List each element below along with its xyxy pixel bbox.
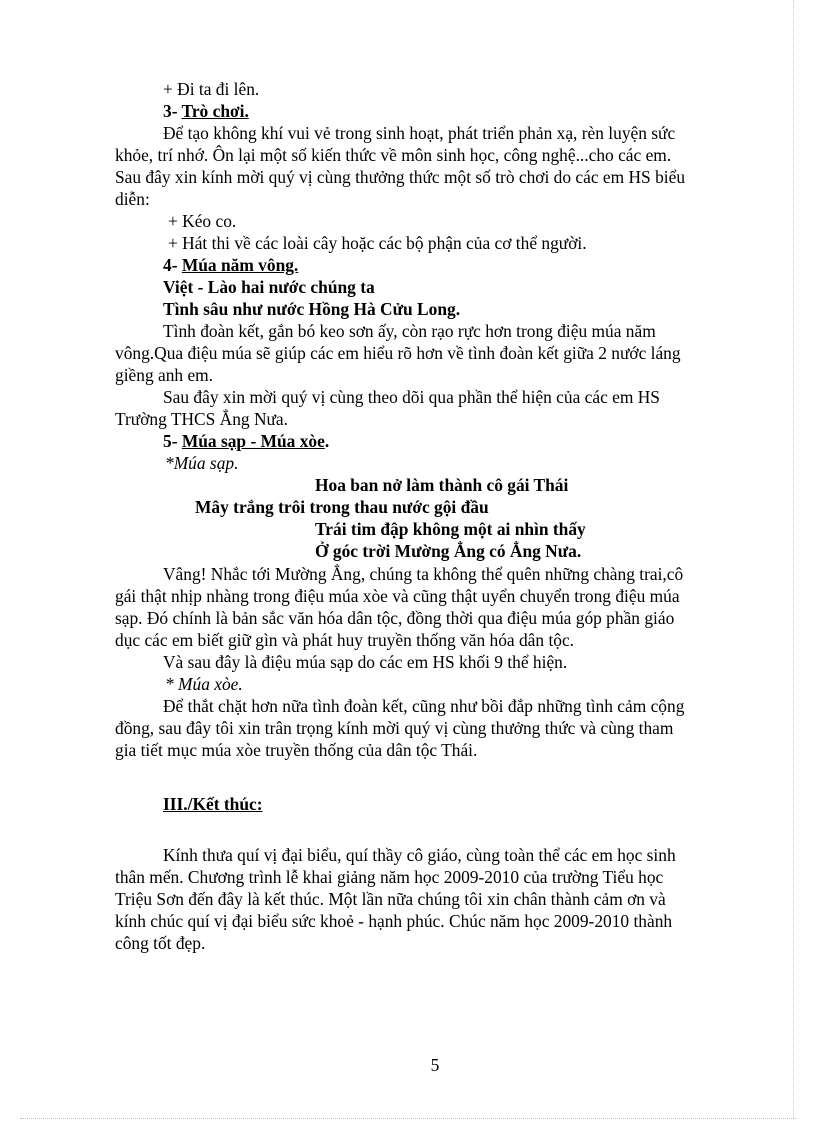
paragraph-line: Để thắt chặt hơn nữa tình đoàn kết, cũng như bồi đắp những tình cảm cộng [163,696,685,716]
paragraph-line: giềng anh em. [115,365,214,385]
paragraph-line: diễn: [115,189,150,209]
poem-line: Ở góc trời Mường Ẳng có Ẳng Nưa. [315,541,582,561]
section-5-number: 5- [163,431,182,451]
paragraph-line: Và sau đây là điệu múa sạp do các em HS khối 9 thể hiện. [163,652,568,672]
closing-paragraph-line: thân mến. Chương trình lễ khai giảng năm học 2009-2010 của trường Tiểu học [115,867,664,887]
item-di-ta-di-len: + Đi ta đi lên. [163,79,260,99]
paragraph-line: Sau đây xin mời quý vị cùng theo dõi qua phần thể hiện của các em HS [163,387,660,407]
paragraph-line: Vâng! Nhắc tới Mường Ẳng, chúng ta không thể quên những chàng trai,cô [163,564,684,584]
poem-line: Mây trắng trôi trong thau nước gội đầu [195,497,489,517]
section-5-title: Múa sạp - Múa xòe [181,431,325,451]
poem-line: Trái tim đập không một ai nhìn thấy [315,519,586,539]
section-5-heading [163,430,329,452]
paragraph-line: Tình đoàn kết, gắn bó keo sơn ấy, còn rạo rực hơn trong điệu múa năm [163,321,656,341]
sub-heading-mua-sap: *Múa sạp. [165,453,239,473]
closing-paragraph-line: Kính thưa quí vị đại biểu, quí thầy cô giáo, cùng toàn thể các em học sinh [163,845,676,865]
paragraph-line: dục các em biết giữ gìn và phát huy truyền thống văn hóa dân tộc. [115,630,575,650]
paragraph-line: sạp. Đó chính là bản sắc văn hóa dân tộc, đồng thời qua điệu múa góp phần giáo [115,608,675,628]
page-bottom-border [20,1118,796,1119]
section-4-heading [163,254,298,276]
closing-paragraph-line: công tốt đẹp. [115,933,206,953]
paragraph-line: Trường THCS Ẳng Nưa. [115,409,288,429]
section-5-period: . [324,431,330,451]
page-number: 5 [430,1055,440,1075]
section-4-title: Múa năm vông. [181,255,299,275]
verse-line: Việt - Lào hai nước chúng ta [163,277,375,297]
section-3-number: 3- [163,101,182,121]
closing-paragraph-line: kính chúc quí vị đại biểu sức khoẻ - hạnh phúc. Chúc năm học 2009-2010 thành [115,911,673,931]
section-3-heading [163,100,249,122]
list-item-hat-thi: + Hát thi về các loài cây hoặc các bộ phận của cơ thể người. [168,233,587,253]
paragraph-line: Sau đây xin kính mời quý vị cùng thưởng thức một số trò chơi do các em HS biểu [115,167,686,187]
section-3-title: Trò chơi. [181,101,249,121]
paragraph-line: vông.Qua điệu múa sẽ giúp các em hiểu rõ hơn về tình đoàn kết giữa 2 nước láng [115,343,681,363]
page-right-border [793,0,794,1118]
poem-line: Hoa ban nở làm thành cô gái Thái [315,475,569,495]
section-4-number: 4- [163,255,182,275]
verse-line: Tình sâu như nước Hồng Hà Cửu Long. [163,299,461,319]
paragraph-line: đồng, sau đây tôi xin trân trọng kính mời quý vị cùng thưởng thức và cùng tham [115,718,674,738]
closing-paragraph-line: Triệu Sơn đến đây là kết thúc. Một lần nữa chúng tôi xin chân thành cảm ơn và [115,889,666,909]
paragraph-line: khỏe, trí nhớ. Ôn lại một số kiến thức về môn sinh học, công nghệ...cho các em. [115,145,672,165]
paragraph-line: gia tiết mục múa xòe truyền thống của dân tộc Thái. [115,740,478,760]
paragraph-line: gái thật nhịp nhàng trong điệu múa xòe và cũng thật uyển chuyển trong điệu múa [115,586,680,606]
section-ket-thuc-heading: III./Kết thúc: [163,794,263,814]
paragraph-line: Để tạo không khí vui vẻ trong sinh hoạt, phát triển phản xạ, rèn luyện sức [163,123,676,143]
sub-heading-mua-xoe: * Múa xòe. [165,674,243,694]
list-item-keo-co: + Kéo co. [168,211,237,231]
